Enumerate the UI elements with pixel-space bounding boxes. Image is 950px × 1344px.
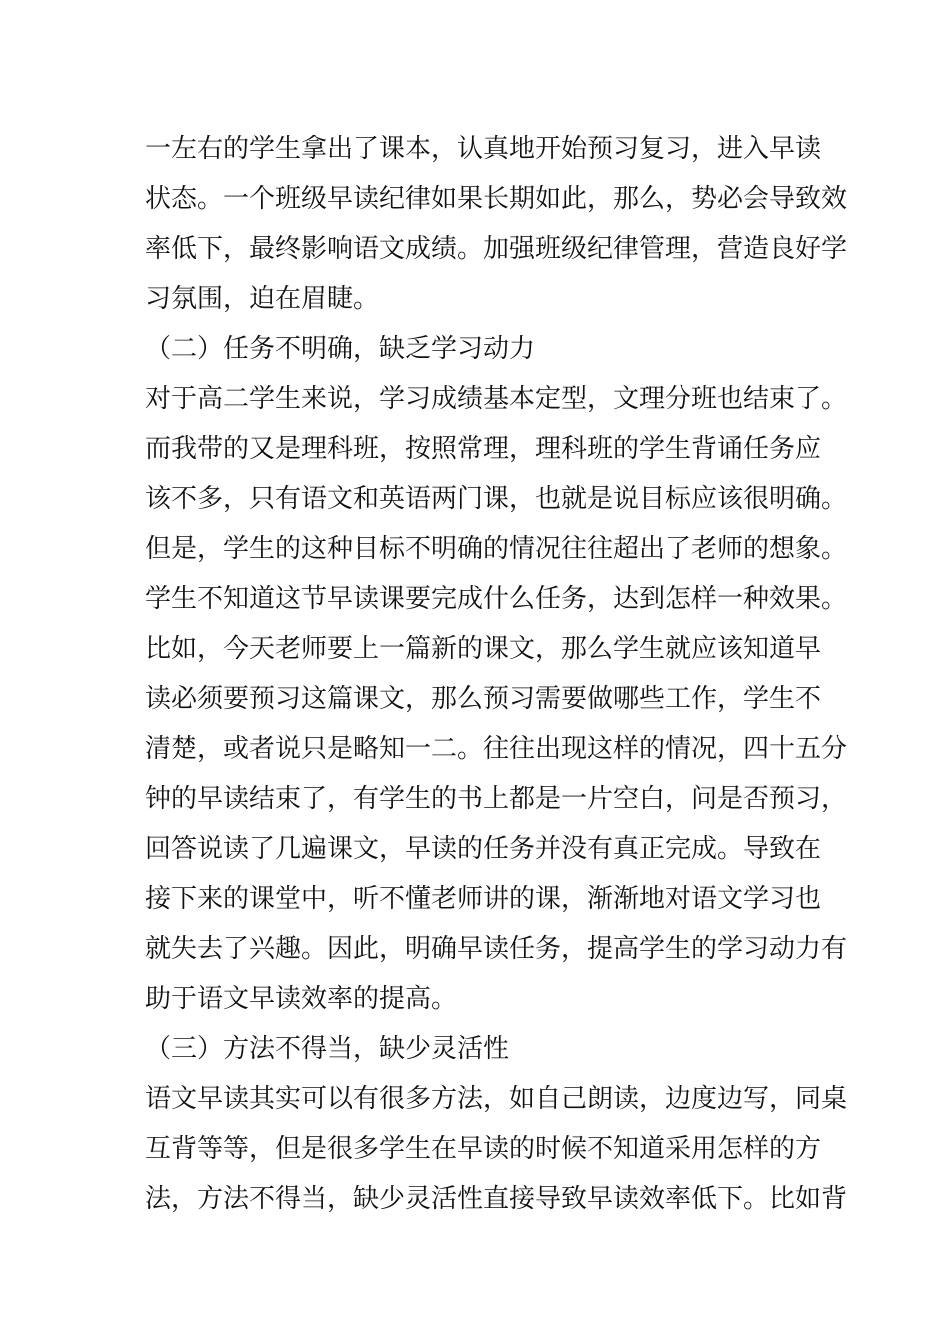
text-line: 回答说读了几遍课文，早读的任务并没有真正完成。导致在 (145, 834, 822, 864)
text-line: 习氛围，迫在眉睫。 (145, 284, 380, 314)
text-line: 该不多，只有语文和英语两门课，也就是说目标应该很明确。 (145, 484, 848, 514)
text-line: 学生不知道这节早读课要完成什么任务，达到怎样一种效果。 (145, 584, 848, 614)
text-line: 而我带的又是理科班，按照常理，理科班的学生背诵任务应 (145, 434, 822, 464)
text-line: 接下来的课堂中，听不懂老师讲的课，渐渐地对语文学习也 (145, 884, 822, 914)
text-line: 互背等等，但是很多学生在早读的时候不知道采用怎样的方 (145, 1134, 822, 1164)
text-line: 状态。一个班级早读纪律如果长期如此，那么，势必会导致效 (145, 184, 848, 214)
section-heading: （二）任务不明确，缺乏学习动力 (145, 334, 536, 364)
text-line: 率低下，最终影响语文成绩。加强班级纪律管理，营造良好学 (145, 234, 848, 264)
text-line: 但是，学生的这种目标不明确的情况往往超出了老师的想象。 (145, 534, 848, 564)
text-line: 一左右的学生拿出了课本，认真地开始预习复习，进入早读 (145, 134, 822, 164)
text-line: 清楚，或者说只是略知一二。往往出现这样的情况，四十五分 (145, 734, 848, 764)
text-line: 法，方法不得当，缺少灵活性直接导致早读效率低下。比如背 (145, 1184, 848, 1214)
text-line: 对于高二学生来说，学习成绩基本定型，文理分班也结束了。 (145, 384, 848, 414)
section-heading: （三）方法不得当，缺少灵活性 (145, 1034, 510, 1064)
text-line: 助于语文早读效率的提高。 (145, 984, 458, 1014)
text-line: 就失去了兴趣。因此，明确早读任务，提高学生的学习动力有 (145, 934, 848, 964)
text-line: 钟的早读结束了，有学生的书上都是一片空白，问是否预习， (145, 784, 848, 814)
text-line: 语文早读其实可以有很多方法，如自己朗读，边度边写，同桌 (145, 1084, 848, 1114)
text-line: 读必须要预习这篇课文，那么预习需要做哪些工作，学生不 (145, 684, 822, 714)
text-line: 比如，今天老师要上一篇新的课文，那么学生就应该知道早 (145, 634, 822, 664)
